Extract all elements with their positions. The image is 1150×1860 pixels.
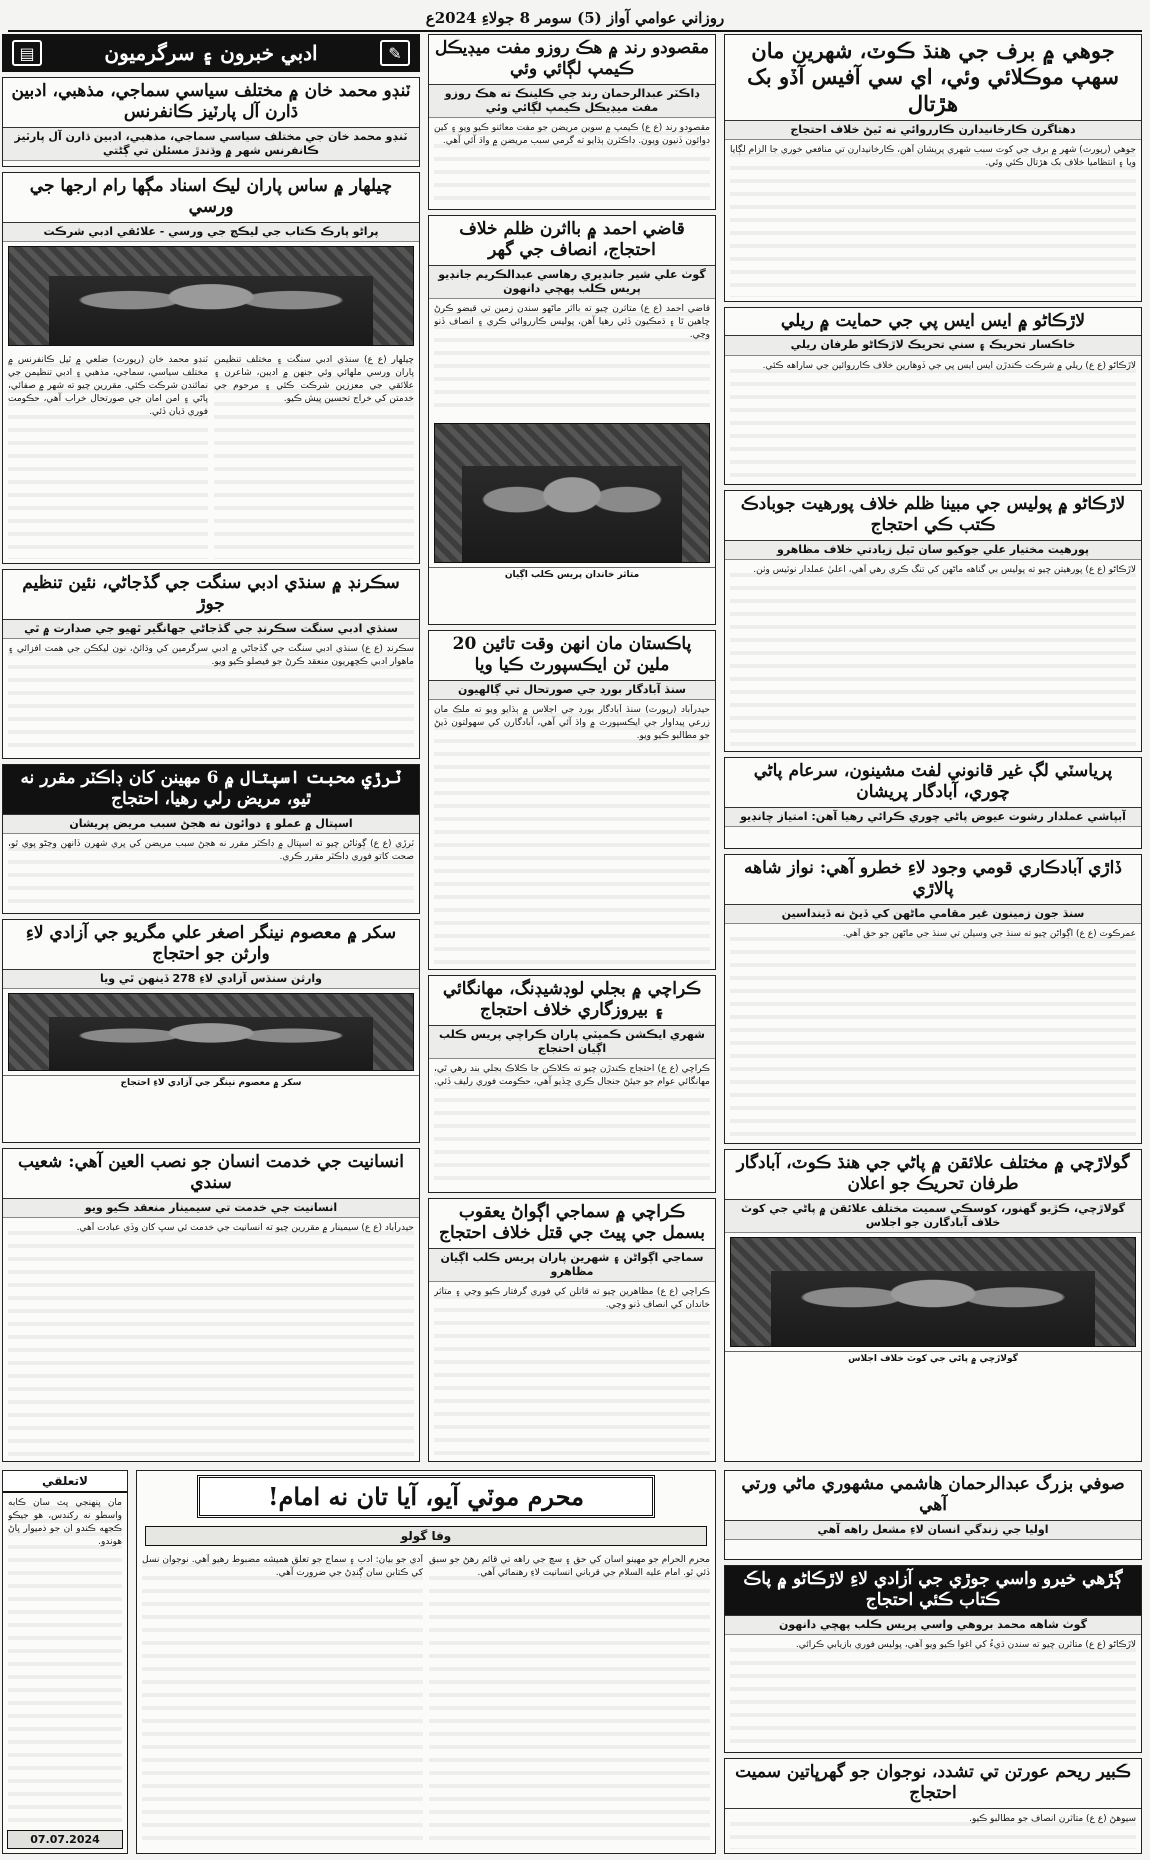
subheadline: گولاڙچي، ڪڙيو گهنور، کوسڪي سميت مختلف علائقن ۾ پاڻي جي کوٽ خلاف آبادگارن جو اجلاس [725,1200,1141,1234]
story-exports [428,630,716,970]
subheadline: شهري ايڪشن ڪميٽي پاران ڪراچي پريس ڪلب اڳيان احتجاج [429,1026,715,1060]
subheadline: ٽنڊو محمد خان جي مختلف سياسي سماجي، مذهبي، ادبين ڌارن آل پارٽيز ڪانفرنس شهر ۾ وڌندڙ مسئلن تي ڳڻتي [3,128,419,162]
column-left [2,34,420,1462]
story-text: حيدرآباد (ع ع) سيمينار ۾ مقررين چيو ته انسانيت جي خدمت ئي سڀ کان وڏي عبادت آهي. [8,1222,414,1457]
subheadline: انسانيت جي خدمت تي سيمينار منعقد ڪيو ويو [3,1199,419,1218]
story-text: ٽرڙي (ع ع) ڳوٺاڻن چيو ته اسپتال ۾ ڊاڪٽر مقرر نه هجڻ سبب مريضن کي پري شهرن ڏانهن وڃڻو پوي ٿو، صحت کاتو فوري ڊاڪٽر مقرر ڪري. [8,838,414,909]
story-water-theft [724,757,1142,849]
photo-golarchi-meeting [730,1237,1136,1347]
story-text: جوهي (رپورٽ) شهر ۾ برف جي کوٽ سبب شهري پريشان آهن، ڪارخانيدارن تي منافعي خوري جا الزام لڳايا ويا ۽ انتظاميا خلاف بک هڙتال ڪئي وئي. [730,144,1136,297]
story-settlement-threat [724,854,1142,1144]
story-text: چيلهار (ع ع) سنڌي ادبي سنگت ۽ مختلف تنظيمن پاران ورسي ملهائي وئي جنهن ۾ اديبن، شاعرن ۽ علائقي جي معززين شرڪت ڪئي ۽ مرحوم جي خدمتن کي خراج تحسين پيش ڪيو. [214,354,414,559]
story-sakrand-literary [2,569,420,759]
headline: لاڙڪاڻو ۾ پوليس جي مبينا ظلم خلاف پورهيت جوبادڪ ڪتب ڪي احتجاج [725,491,1141,541]
story-garhi-khairo [724,1565,1142,1753]
subheadline: پراڻو پارڪ ڪتاب جي ليڪچ جي ورسي - علائقي ادبي شرڪت [3,223,419,242]
disclaimer-box [2,1470,128,1854]
bottom-section [8,1470,1142,1854]
headline: ڪراچي ۾ بجلي لوڊشيڊنگ، مهانگائي ۽ بيروزگاري خلاف احتجاج [429,976,715,1026]
headline: مقصودو رند ۾ هڪ روزو مفت ميڊيڪل ڪيمپ لڳائي وئي [429,35,715,85]
headline: ڏاڙي آبادڪاري قومي وجود لاءِ خطرو آهي: نواز شاهه پالاڙي [725,855,1141,905]
muharram-title: محرم موٽي آيو، آيا تان نه امام! [197,1475,655,1518]
subheadline: سنڌ آبادگار بورڊ جي صورتحال تي ڳالهيون [429,681,715,700]
photo-anniversary-group [8,246,414,346]
photo-caption: گولاڙچي ۾ پاڻي جي کوٽ خلاف اجلاس [725,1351,1141,1366]
photo-affected-family [434,423,710,563]
subheadline: پورهيت مختيار علي جوکيو سان ٿيل زيادتي خلاف مظاهرو [725,541,1141,560]
headline: پاڪستان مان انهن وقت تائين 20 ملين ٽن ايڪسپورٽ ڪيا ويا [429,631,715,681]
story-text: سڪرنڊ (ع ع) سنڌي ادبي سنگت جي گڏجاڻي ۾ ادبي سرگرمين کي وڌائڻ، نون ليکڪن جي همت افزائي ۽ ماهوار ادبي ڪچهريون منعقد ڪرڻ جو فيصلو ڪيو ويو. [8,643,414,754]
story-qazi-ahmed-protest [428,215,716,625]
story-johi-ice-strike [724,34,1142,302]
headline: ڳڙهي خيرو واسي جوڙي جي آزادي لاءِ لاڙڪاڻو ۾ پاڪ ڪتاب ڪئي احتجاج [725,1566,1141,1616]
story-sufi-saint [724,1470,1142,1560]
story-all-parties-conference [2,77,420,167]
story-text: ڪراچي (ع ع) احتجاج ڪندڙن چيو ته ڪلاڪن جا ڪلاڪ بجلي بند رهي ٿي، مهانگائي عوام جو جيئڻ جنجال ڪري ڇڏيو آهي، حڪومت فوري رليف ڏئي. [434,1063,710,1188]
story-text: لاڙڪاڻو (ع ع) ريلي ۾ شرڪت ڪندڙن ايس ايس پي جي ڏوهارين خلاف ڪارروائين جي ساراهه ڪئي. [730,360,1136,480]
story-text: قاضي احمد (ع ع) متاثرن چيو ته بااثر ماڻهو سندن زمين تي قبضو ڪرڻ چاهين ٿا ۽ ڌمڪيون ڏئي رهيا آهن، پوليس ڪارروائي ڪري ۽ انصاف ڏنو وڃي. [434,303,710,415]
headline: ٽرڙي محبت اسپتال ۾ 6 مهينن کان ڊاڪٽر مقرر نه ٿيو، مريض رلي رهيا، احتجاج [3,765,419,815]
headline: جوهي ۾ برف جي هنڌ ڪوٽ، شهرين مان سهپ موڪلائي وئي، اي سي آفيس آڏو بک هڙتال [725,35,1141,121]
banner-title: ادبي خبرون ۽ سرگرميون [104,41,318,65]
headline: قاضي احمد ۾ بااثرن ظلم خلاف احتجاج، انصاف جي گهر [429,216,715,266]
headline: پرياسٽي لڳ غير قانوني لفٽ مشينون، سرعام پاڻي چوري، آبادگار پريشان [725,758,1141,808]
page-masthead: روزاني عوامي آواز (5) سومر 8 جولاءِ 2024ع [8,6,1142,32]
story-karachi-murder-protest [428,1198,716,1462]
bottom-right [724,1470,1142,1854]
story-text: حيدرآباد (رپورٽ) سنڌ آبادگار بورڊ جي اجلاس ۾ ٻڌايو ويو ته ملڪ مان زرعي پيداوار جي ايڪسپورٽ ۾ واڌ آئي آهي، آبادگارن کي سهولتون ڏيڻ جو مطالبو ڪيو ويو. [434,704,710,965]
literary-news-banner [2,34,420,72]
story-text: ڪراچي (ع ع) مظاهرين چيو ته قاتلن کي فوري گرفتار ڪيو وڃي ۽ متاثر خاندان کي انصاف ڏنو وڃي. [434,1286,710,1457]
headline: سکر ۾ معصوم نينگر اصغر علي مگريو جي آزادي لاءِ وارثن جو احتجاج [3,920,419,970]
subheadline: گوٺ شاهه محمد بروهي واسي پريس ڪلب پهچي دانهون [725,1616,1141,1635]
subheadline: اوليا جي زندگي انسان لاءِ مشعل راهه آهي [725,1521,1141,1540]
subheadline: سنڌي ادبي سنگت سڪرنڊ جي گڏجاڻي جهانگير ٿهيو جي صدارت ۾ ٿي [3,620,419,639]
disclaimer-date: 07.07.2024 [7,1830,123,1849]
muharram-column [136,1470,716,1854]
subheadline: دهتاگرن ڪارخانيدارن ڪارروائي نه ٿيڻ خلاف احتجاج [725,121,1141,140]
main-grid [8,34,1142,1462]
headline: ٽنڊو محمد خان ۾ مختلف سياسي سماجي، مذهبي، ادبين ڌارن آل پارٽيز ڪانفرنس [3,78,419,128]
headline: چيلهار ۾ ساس پاران ليڪ اسناد مڳها رام ارجها جي ورسي [3,173,419,223]
subheadline: گوٺ علي شير جانڊيري رهاسي عبدالڪريم جانڊيو پريس ڪلب پهچي دانهون [429,266,715,300]
column-text-left: آدي جو بيان: ادب ۽ سماج جو تعلق هميشه مضبوط رهيو آهي. نوجوان نسل کي ڪتابن سان ڳنڍڻ جي ضرورت آهي. [142,1554,423,1849]
headline: لاڙڪاڻو ۾ ايس ايس پي جي حمايت ۾ ريلي [725,308,1141,336]
subheadline: ڊاڪٽر عبدالرحمان رند جي ڪلينڪ ته هڪ روزو مفت ميڊيڪل ڪيمپ لڳائي وئي [429,85,715,119]
photo-caption: سکر ۾ معصوم نينگر جي آزادي لاءِ احتجاج [3,1075,419,1090]
story-sukkur-child [2,919,420,1143]
quill-icon: ✎ [380,40,410,66]
story-text-2: ٽنڊو محمد خان (رپورٽ) ضلعي ۾ ٿيل ڪانفرنس ۾ مختلف سياسي، سماجي، مذهبي ۽ ادبي تنظيمن جي نمائندن شرڪت ڪئي. مقررين چيو ته شهر ۾ صفائي، پاڻي ۽ امن امان جي صورتحال خراب آهي، حڪومت فوري ڌيان ڏئي. [8,354,208,559]
subheadline: وارثن سنڌس آزادي لاءِ 278 ڏينهن ٿي ويا [3,970,419,989]
photo-caption: متاثر خاندان پريس ڪلب اڳيان [429,567,715,582]
disclaimer-text: مان پنهنجي پٽ سان ڪابه واسطو نه رکندس، هو جيڪو ڪجهه ڪندو ان جو ذميوار پاڻ هوندو. [8,1497,122,1822]
story-medical-camp [428,34,716,210]
headline: ڪبير ريحم عورتن تي تشدد، نوجوان جو گهرڀاتين سميت احتجاج [725,1759,1141,1809]
story-karachi-loadshedding [428,975,716,1193]
story-text: مقصودو رند (ع ع) ڪيمپ ۾ سوين مريضن جو مفت معائنو ڪيو ويو ۽ کين دوائون ڏنيون ويون. ڊاڪٽرن ٻڌايو ته گرمي سبب مريضن ۾ واڌ آئي آهي. [434,122,710,205]
subheadline: سنڌ جون زمينون غير مقامي ماڻهن کي ڏيڻ نه ڏينداسين [725,905,1141,924]
story-chelhar-anniversary [2,172,420,564]
story-kabir-violence [724,1758,1142,1854]
subheadline: خاڪسار تحريڪ ۽ سني تحريڪ لاڙڪاڻو طرفان ريلي [725,336,1141,355]
headline: گولاڙچي ۾ مختلف علائقن ۾ پاڻي جي هنڌ ڪوٽ، آبادگار طرفان تحريڪ جو اعلان [725,1150,1141,1200]
book-icon: ▤ [12,40,42,66]
story-golarchi-water [724,1149,1142,1462]
story-text: عمرڪوٽ (ع ع) اڳواڻن چيو ته سنڌ جي وسيلن تي سنڌ جي ماڻهن جو حق آهي. [730,928,1136,1139]
story-humanity-service [2,1148,420,1462]
headline: سڪرنڊ ۾ سنڌي ادبي سنگت جي گڏجاڻي، نئين تنظيم جوڙ [3,570,419,620]
column-text: محرم الحرام جو مهينو اسان کي حق ۽ سچ جي راهه تي قائم رهڻ جو سبق ڏئي ٿو. امام عليه السلام جي قرباني انسانيت لاءِ رهنمائي آهي. [429,1554,710,1849]
column-middle [428,34,716,1462]
headline: انسانيت جي خدمت انسان جو نصب العين آهي: شعيب سندي [3,1149,419,1199]
photo-sukkur-protest [8,993,414,1071]
story-text: سيوهڻ (ع ع) متاثرن انصاف جو مطالبو ڪيو. [730,1813,1136,1850]
headline: صوفي بزرگ عبدالرحمان هاشمي مشهوري ماڻي ورتي آهي [725,1471,1141,1521]
subheadline: سماجي اڳواڻن ۽ شهرين پاران پريس ڪلب اڳيان مظاهرو [429,1249,715,1283]
headline: ڪراچي ۾ سماجي اڳواڻ يعقوب بسمل جي پيٽ جي قتل خلاف احتجاج [429,1199,715,1249]
story-larkana-rally [724,307,1142,485]
story-larkana-police-protest [724,490,1142,752]
subheadline: آبپاشي عملدار رشوت عيوض پاڻي چوري ڪرائي رهيا آهن: امتياز چانڊيو [725,808,1141,827]
story-text: لاڙڪاڻو (ع ع) متاثرن چيو ته سندن ڌيءُ کي اغوا ڪيو ويو آهي، پوليس فوري بازيابي ڪرائي. [730,1639,1136,1748]
subheadline: اسپتال ۾ عملو ۽ دوائون نه هجڻ سبب مريض پريشان [3,815,419,834]
story-tharri-hospital [2,764,420,914]
disclaimer-title: لاتعلقي [3,1471,127,1493]
column-right [724,34,1142,1462]
story-text: لاڙڪاڻو (ع ع) پورهيتن چيو ته پوليس بي گناهه ماڻهن کي تنگ ڪري رهي آهي، اعليٰ عملدار نوٽيس وٺن. [730,564,1136,747]
columnist-name: وفا گولو [145,1526,707,1546]
